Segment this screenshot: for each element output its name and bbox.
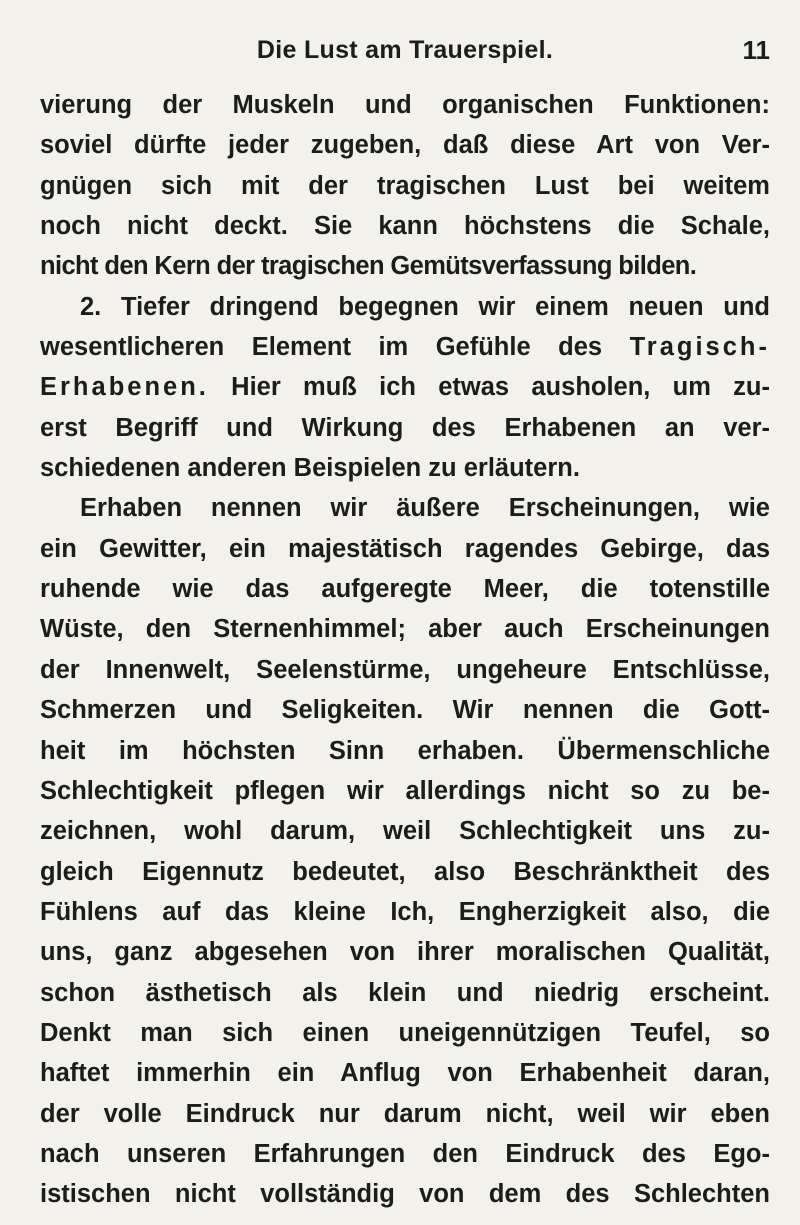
- text-line: 2. Tiefer dringend begegnen wir einem neuen und: [80, 292, 770, 321]
- text-line: schon ästhetisch als klein und niedrig erscheint.: [40, 978, 770, 1007]
- text-line: der Innenwelt, Seelenstürme, ungeheure Entschlüsse,: [40, 655, 770, 684]
- text-line: Wüste, den Sternenhimmel; aber auch Erscheinungen: [40, 615, 770, 644]
- spaced-term: Tragisch-: [629, 333, 770, 362]
- running-title: Die Lust am Trauerspiel.: [256, 36, 554, 64]
- text-line: Erhabenen. Hier muß ich etwas ausholen, um zu-: [40, 373, 770, 402]
- text-line: Schmerzen und Seligkeiten. Wir nennen die Gott-: [40, 696, 770, 725]
- text-line: Schlechtigkeit pflegen wir allerdings nicht so zu be-: [40, 776, 770, 805]
- text-line: nach unseren Erfahrungen den Eindruck des Ego-: [40, 1139, 770, 1168]
- text-line: Erhaben nennen wir äußere Erscheinungen, wie: [80, 494, 770, 523]
- text-line: soviel dürfte jeder zugeben, daß diese Art von Ver-: [40, 131, 770, 160]
- text-line: der volle Eindruck nur darum nicht, weil wir eben: [40, 1099, 770, 1128]
- text-line: zeichnen, wohl darum, weil Schlechtigkeit uns zu-: [40, 817, 770, 846]
- text-line: istischen nicht vollständig von dem des Schlechten: [40, 1180, 770, 1209]
- text-line: Denkt man sich einen uneigennützigen Teufel, so: [40, 1018, 770, 1047]
- text-line: ruhende wie das aufgeregte Meer, die totenstille: [40, 575, 770, 604]
- text-line: haftet immerhin ein Anflug von Erhabenheit daran,: [40, 1059, 770, 1088]
- spaced-term: Erhabenen.: [40, 373, 209, 402]
- text-line: heit im höchsten Sinn erhaben. Übermenschliche: [40, 736, 770, 765]
- running-head: [40, 30, 770, 70]
- text-line: uns, ganz abgesehen von ihrer moralischen Qualität,: [40, 938, 770, 967]
- text-line: erst Begriff und Wirkung des Erhabenen an ver-: [40, 413, 770, 442]
- text-line: noch nicht deckt. Sie kann höchstens die Schale,: [40, 212, 770, 241]
- text-line: wesentlicheren Element im Gefühle des Tragisch-: [40, 333, 770, 362]
- body-text: [40, 85, 770, 1215]
- text-line: ein Gewitter, ein majestätisch ragendes Gebirge, das: [40, 534, 770, 563]
- page-number: 11: [742, 35, 770, 65]
- text-line: Fühlens auf das kleine Ich, Engherzigkeit also, die: [40, 897, 770, 926]
- text-line: nicht den Kern der tragischen Gemütsverfassung bilden.: [40, 252, 697, 281]
- text-line: gnügen sich mit der tragischen Lust bei weitem: [40, 171, 770, 200]
- text-line: vierung der Muskeln und organischen Funktionen:: [40, 91, 770, 119]
- text-line: schiedenen anderen Beispielen zu erläutern.: [40, 454, 580, 483]
- text-line: gleich Eigennutz bedeutet, also Beschränktheit des: [40, 857, 770, 886]
